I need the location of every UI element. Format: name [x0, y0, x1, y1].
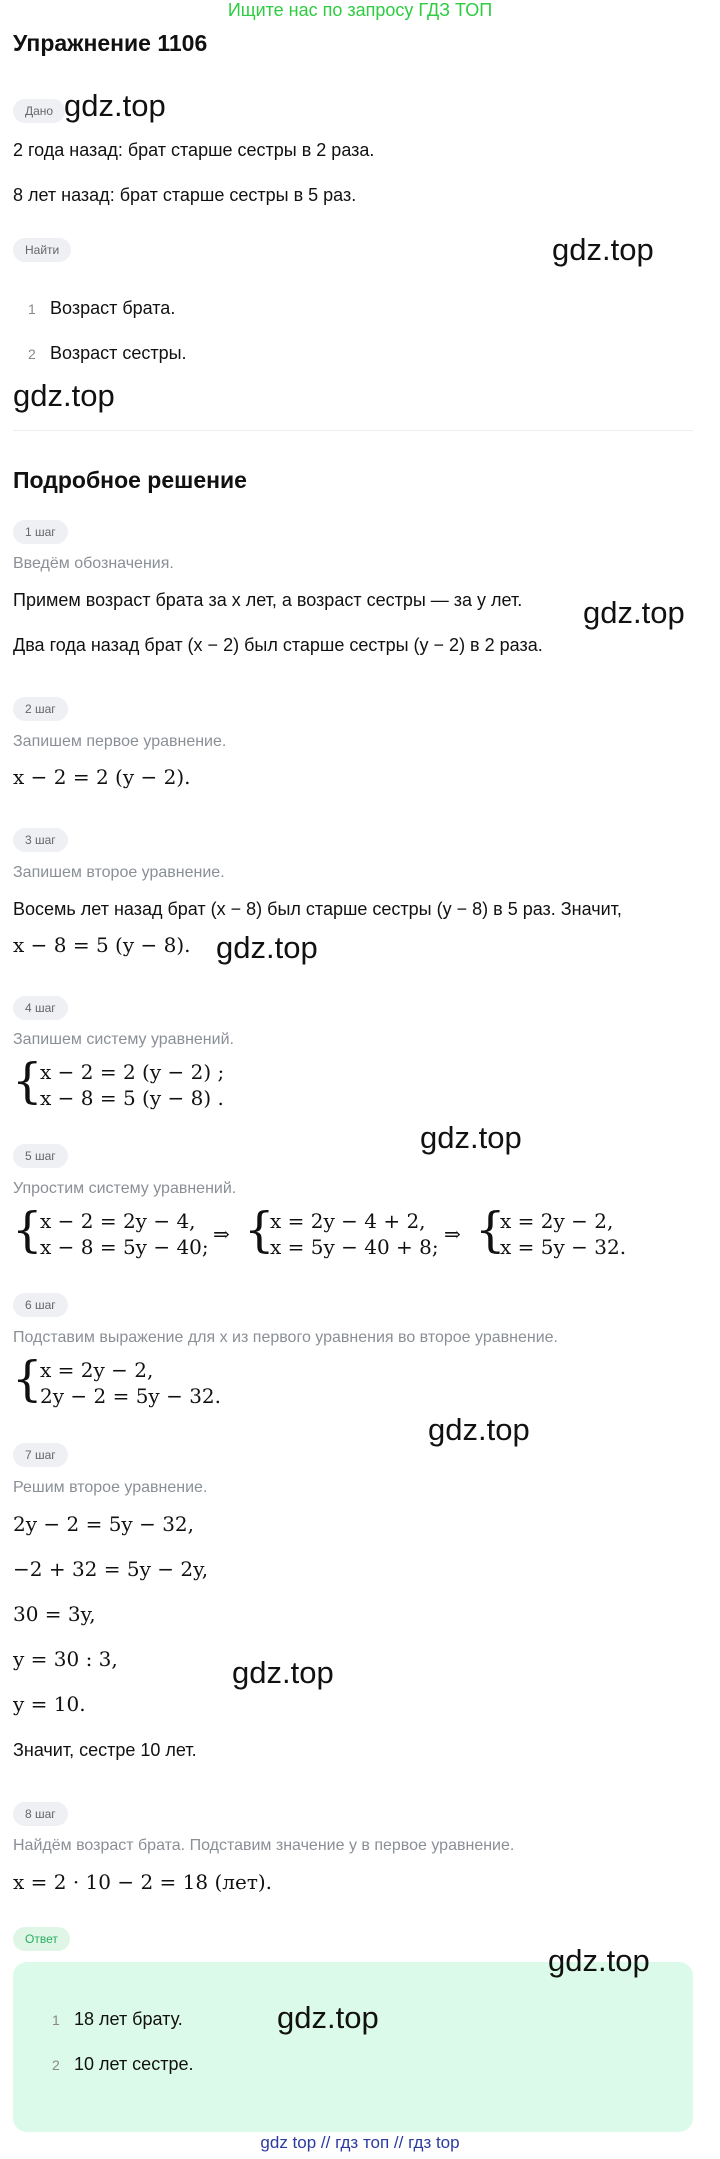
watermark: gdz.top [13, 378, 115, 413]
watermark: gdz.top [216, 930, 318, 965]
find-item: 2 Возраст сестры. [28, 343, 187, 363]
step-caption: Запишем систему уравнений. [13, 1031, 234, 1048]
equation: x = 5y − 32. [500, 1235, 627, 1259]
equation: x − 8 = 5 (y − 8) . [40, 1086, 224, 1110]
answer-badge: Ответ [13, 1927, 70, 1951]
step-text: Значит, сестре 10 лет. [13, 1740, 197, 1760]
top-banner[interactable]: Ищите нас по запросу ГДЗ ТОП [227, 0, 493, 20]
watermark: gdz.top [277, 2000, 379, 2035]
equation: 2y − 2 = 5y − 32, [13, 1512, 194, 1536]
step-badge: 2 шаг [13, 697, 68, 721]
equation: x = 5y − 40 + 8; [270, 1235, 439, 1259]
step-caption: Подставим выражение для x из первого уравнения во второе уравнение. [13, 1329, 558, 1346]
step-caption: Упростим систему уравнений. [13, 1180, 237, 1197]
answer-item: 2 10 лет сестре. [52, 2054, 194, 2074]
divider [13, 430, 693, 431]
step-text: Примем возраст брата за x лет, а возраст сестры — за y лет. [13, 590, 523, 610]
watermark: gdz.top [428, 1412, 530, 1447]
equation: x − 2 = 2 (y − 2). [13, 765, 191, 789]
step-badge: 1 шаг [13, 520, 68, 544]
footer-links[interactable]: gdz top // гдз топ // гдз top [260, 2133, 460, 2152]
step-badge: 5 шаг [13, 1144, 68, 1168]
step-badge: 3 шаг [13, 828, 68, 852]
equation: x = 2 · 10 − 2 = 18 (лет). [13, 1870, 273, 1894]
watermark: gdz.top [64, 88, 166, 123]
answer-box [13, 1962, 693, 2132]
watermark: gdz.top [552, 232, 654, 267]
step-text: Восемь лет назад брат (x − 8) был старше сестры (y − 8) в 5 раз. Значит, [13, 899, 622, 919]
system-brace: { [475, 1202, 506, 1258]
answer-item: 1 18 лет брату. [52, 2009, 183, 2029]
step-caption: Введём обозначения. [13, 555, 174, 572]
system-brace: { [12, 1202, 43, 1258]
given-line: 8 лет назад: брат старше сестры в 5 раз. [13, 185, 357, 205]
step-caption: Найдём возраст брата. Подставим значение y в первое уравнение. [13, 1837, 515, 1854]
given-line: 2 года назад: брат старше сестры в 2 раза. [13, 140, 375, 160]
equation: −2 + 32 = 5y − 2y, [13, 1557, 209, 1581]
implies-arrow: ⇒ [213, 1222, 230, 1246]
page-title: Упражнение 1106 [13, 30, 208, 56]
implies-arrow: ⇒ [444, 1222, 461, 1246]
step-text: Два года назад брат (x − 2) был старше сестры (y − 2) в 2 раза. [13, 635, 543, 655]
solution-title: Подробное решение [13, 467, 247, 493]
watermark: gdz.top [583, 595, 685, 630]
equation: 30 = 3y, [13, 1602, 96, 1626]
step-caption: Запишем первое уравнение. [13, 733, 227, 750]
equation: x = 2y − 4 + 2, [270, 1209, 426, 1233]
system-brace: { [12, 1053, 43, 1109]
equation: x − 2 = 2 (y − 2) ; [40, 1060, 225, 1084]
najti-badge: Найти [13, 238, 71, 262]
system-brace: { [12, 1351, 43, 1407]
step-caption: Решим второе уравнение. [13, 1479, 208, 1496]
equation: x − 2 = 2y − 4, [40, 1209, 196, 1233]
equation: 2y − 2 = 5y − 32. [40, 1384, 221, 1408]
step-badge: 6 шаг [13, 1293, 68, 1317]
step-badge: 8 шаг [13, 1802, 68, 1826]
equation: y = 30 : 3, [13, 1647, 118, 1671]
equation: x = 2y − 2, [40, 1358, 154, 1382]
watermark: gdz.top [232, 1655, 334, 1690]
equation: x − 8 = 5y − 40; [40, 1235, 209, 1259]
step-badge: 7 шаг [13, 1443, 68, 1467]
equation: y = 10. [13, 1692, 86, 1716]
watermark: gdz.top [420, 1120, 522, 1155]
step-caption: Запишем второе уравнение. [13, 864, 225, 881]
find-item: 1 Возраст брата. [28, 298, 176, 318]
system-brace: { [244, 1202, 275, 1258]
dano-badge: Дано [13, 99, 65, 123]
equation: x − 8 = 5 (y − 8). [13, 933, 191, 957]
step-badge: 4 шаг [13, 996, 68, 1020]
equation: x = 2y − 2, [500, 1209, 614, 1233]
watermark: gdz.top [548, 1943, 650, 1978]
